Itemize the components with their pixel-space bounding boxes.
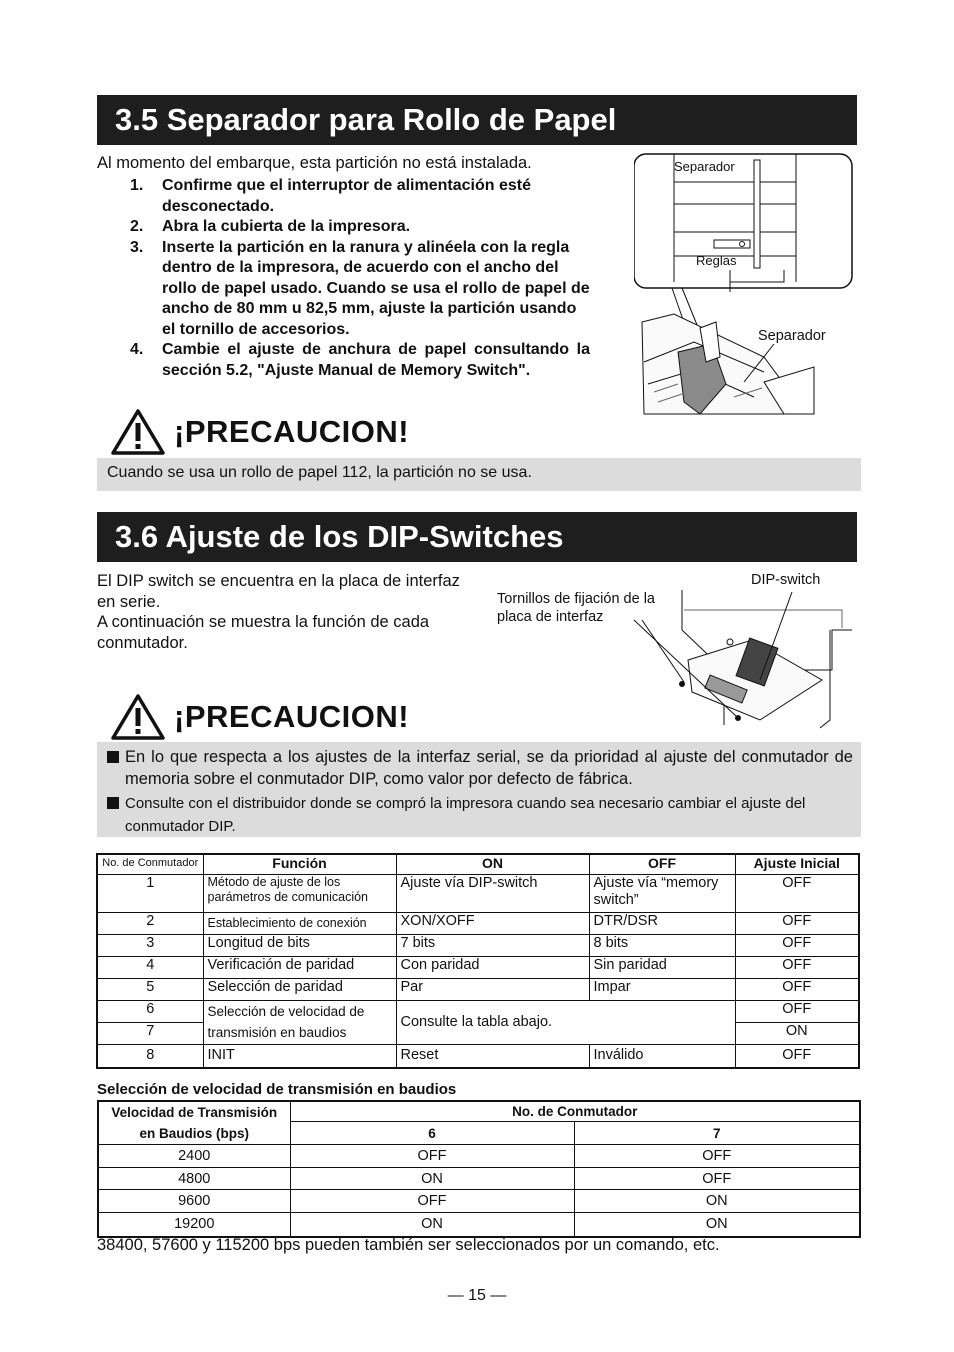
cell-function: Método de ajuste de los parámetros de comunicación (203, 874, 396, 912)
col-header-initial: Ajuste Inicial (735, 854, 859, 874)
cell-initial: OFF (735, 1044, 859, 1068)
cell-sw7: ON (574, 1213, 860, 1237)
section-3-6-intro (97, 571, 467, 653)
step-text: Confirme que el interruptor de alimentación esté desconectado. (162, 177, 531, 215)
col-header-on: ON (396, 854, 589, 874)
cell-on: 7 bits (396, 934, 589, 956)
step-number: 1. (130, 177, 144, 194)
col-header-switch-no: No. de Conmutador (290, 1101, 860, 1122)
cell-function: INIT (203, 1044, 396, 1068)
table-row (97, 934, 859, 956)
cell-on: Ajuste vía DIP-switch (396, 874, 589, 912)
cell-initial: OFF (735, 1000, 859, 1022)
dip-switch-label: DIP-switch (751, 572, 821, 588)
step-item (130, 217, 590, 238)
caution-bullet (105, 792, 853, 838)
caution-bullet-text: Consulte con el distribuidor donde se compró la impresora cuando sea necesario cambiar el ajuste del conmutador DIP. (125, 795, 806, 835)
intro-line-1: El DIP switch se encuentra en la placa de interfaz en serie. (97, 572, 460, 611)
step-number: 3. (130, 238, 144, 256)
section-3-6-title: 3.6 Ajuste de los DIP-Switches (97, 512, 857, 562)
step-number: 4. (130, 341, 144, 358)
caution-heading (110, 692, 409, 742)
cell-no: 4 (97, 956, 203, 978)
step-text: Inserte la partición en la ranura y alinéela con la regla dentro de la impresora, de acuerdo con el ancho del rollo de papel usado. Cuando se usa el rollo de papel de ancho de 80 mm u 82,5 mm, ajuste la partición usando el tornillo de accesorios. (162, 238, 590, 338)
step-item (130, 340, 590, 381)
warning-triangle-icon (110, 693, 166, 741)
page-number: — 15 — (447, 1287, 507, 1304)
cell-sw6: ON (290, 1213, 574, 1237)
cell-on: Reset (396, 1044, 589, 1068)
square-bullet-icon (107, 751, 119, 763)
cell-no: 8 (97, 1044, 203, 1068)
cell-on: XON/XOFF (396, 912, 589, 934)
cell-initial: OFF (735, 978, 859, 1000)
caution-bullets (97, 742, 861, 837)
cell-no: 2 (97, 912, 203, 934)
cell-function: Selección de velocidad de transmisión en baudios (203, 1000, 396, 1044)
square-bullet-icon (107, 797, 119, 809)
paper-separator-illustration (634, 152, 854, 422)
table-row (98, 1145, 860, 1168)
cell-off: DTR/DSR (589, 912, 735, 934)
cell-bps: 4800 (98, 1168, 290, 1190)
dip-switch-figure (492, 570, 856, 730)
cell-function: Selección de paridad (203, 978, 396, 1000)
cell-bps: 9600 (98, 1190, 290, 1213)
separator-label: Separador (758, 328, 826, 344)
table-row (97, 874, 859, 912)
cell-sw7: OFF (574, 1168, 860, 1190)
cell-on: Par (396, 978, 589, 1000)
table-row (98, 1168, 860, 1190)
col-header-speed: Velocidad de Transmisión en Baudios (bps) (98, 1101, 290, 1145)
cell-initial: OFF (735, 874, 859, 912)
cell-off: 8 bits (589, 934, 735, 956)
cell-initial: OFF (735, 956, 859, 978)
col-header-off: OFF (589, 854, 735, 874)
cell-function: Longitud de bits (203, 934, 396, 956)
step-item (130, 176, 590, 217)
cell-no: 7 (97, 1022, 203, 1044)
step-item (130, 238, 590, 341)
screws-label: Tornillos de fijación de la placa de interfaz (497, 591, 655, 625)
table-row (97, 956, 859, 978)
paper-separator-figure (634, 152, 854, 422)
cell-off: Inválido (589, 1044, 735, 1068)
col-header-sw6: 6 (290, 1122, 574, 1145)
section-3-5-title: 3.5 Separador para Rollo de Papel (97, 95, 857, 145)
caution-bullet-text: En lo que respecta a los ajustes de la interfaz serial, se da prioridad al ajuste del conmutador de memoria sobre el conmutador DIP, como valor por defecto de fábrica. (125, 748, 853, 788)
baud-rate-table (97, 1100, 861, 1238)
intro-line-2: A continuación se muestra la función de cada conmutador. (97, 613, 430, 652)
cell-on: Consulte la tabla abajo. (396, 1000, 735, 1044)
baud-table-title: Selección de velocidad de transmisión en baudios (97, 1081, 457, 1098)
cell-off: Sin paridad (589, 956, 735, 978)
cell-sw6: ON (290, 1168, 574, 1190)
cell-bps: 19200 (98, 1213, 290, 1237)
caution-title: ¡PRECAUCION! (174, 699, 410, 734)
cell-sw7: OFF (574, 1145, 860, 1168)
step-text: Cambie el ajuste de anchura de papel consultando la sección 5.2, "Ajuste Manual de Memory Switch". (162, 341, 590, 379)
steps-list (130, 176, 590, 381)
separator-top-label: Separador (674, 159, 735, 174)
cell-no: 3 (97, 934, 203, 956)
cell-off: Ajuste vía “memory switch” (589, 874, 735, 912)
cell-function: Verificación de paridad (203, 956, 396, 978)
caution-heading (110, 407, 409, 457)
col-header-sw7: 7 (574, 1122, 860, 1145)
col-header-no: No. de Conmutador (97, 854, 203, 874)
caution-bullet (105, 746, 853, 790)
table-row (98, 1190, 860, 1213)
dip-switch-table (96, 853, 860, 1069)
cell-sw6: OFF (290, 1190, 574, 1213)
caution-title: ¡PRECAUCION! (174, 414, 410, 449)
cell-initial: OFF (735, 934, 859, 956)
baud-note: 38400, 57600 y 115200 bps pueden también ser seleccionados por un comando, etc. (97, 1236, 720, 1254)
cell-bps: 2400 (98, 1145, 290, 1168)
cell-sw7: ON (574, 1190, 860, 1213)
table-row (97, 978, 859, 1000)
section-3-5-intro: Al momento del embarque, esta partición no está instalada. (97, 154, 532, 172)
cell-initial: OFF (735, 912, 859, 934)
step-number: 2. (130, 218, 144, 235)
cell-no: 6 (97, 1000, 203, 1022)
cell-sw6: OFF (290, 1145, 574, 1168)
table-row (97, 1000, 859, 1022)
caution-text: Cuando se usa un rollo de papel 112, la partición no se usa. (97, 458, 861, 491)
table-row (97, 912, 859, 934)
cell-no: 5 (97, 978, 203, 1000)
table-row (98, 1213, 860, 1237)
step-text: Abra la cubierta de la impresora. (162, 218, 411, 235)
cell-function: Establecimiento de conexión (203, 912, 396, 934)
cell-off: Impar (589, 978, 735, 1000)
cell-on: Con paridad (396, 956, 589, 978)
rulers-label: Reglas (696, 253, 737, 268)
col-header-function: Función (203, 854, 396, 874)
cell-initial: ON (735, 1022, 859, 1044)
table-row (97, 1044, 859, 1068)
cell-no: 1 (97, 874, 203, 912)
warning-triangle-icon (110, 408, 166, 456)
